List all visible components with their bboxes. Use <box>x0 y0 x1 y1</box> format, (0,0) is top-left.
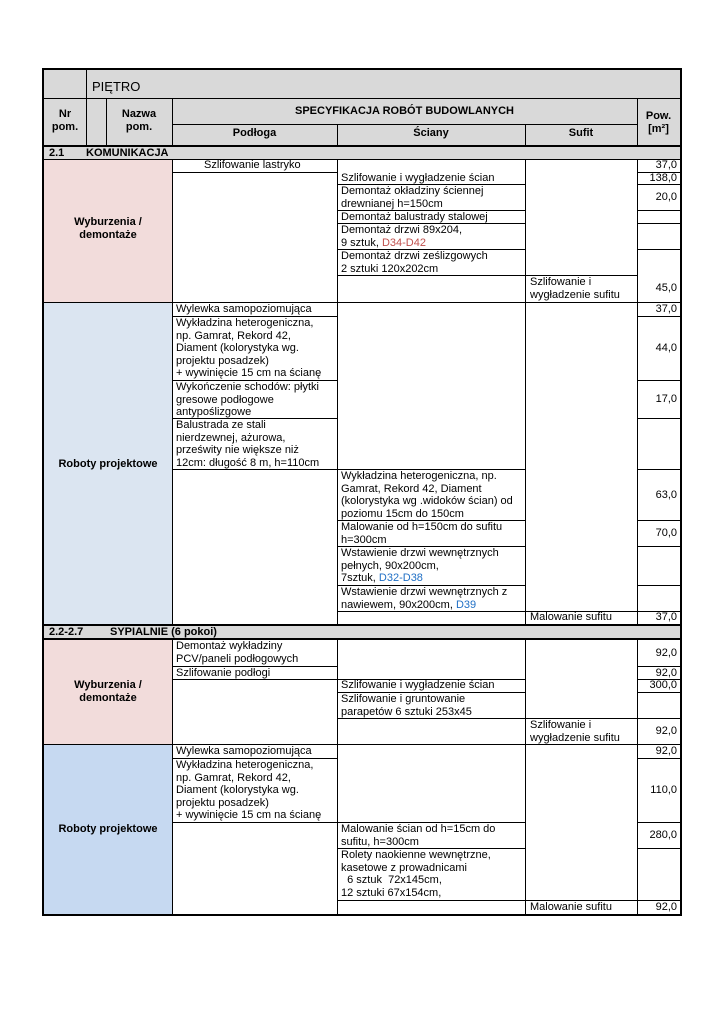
s2-demo-area-4: 92,0 <box>655 725 677 737</box>
s1-demo-ceiling: Szlifowanie i wygładzenie sufitu <box>530 276 620 301</box>
section2-title: SYPIALNIE (6 pokoi) <box>110 626 217 638</box>
floor-title: PIĘTRO <box>92 79 141 94</box>
s2-demo-area-0: 92,0 <box>655 647 677 659</box>
s1-proj-wall-0: Wykładzina heterogeniczna, np. Gamrat, Rekord 42, Diament (kolorystyka wg .widoków ścian) od poziomu 15cm do 150cm <box>341 470 513 520</box>
s1-proj-area-4: 63,0 <box>655 489 677 501</box>
s1-demo-area-2: 20,0 <box>655 191 677 203</box>
header-nr: Nr pom. <box>51 108 79 133</box>
door-code-d39: D39 <box>455 598 477 611</box>
s2-proj-area-0: 92,0 <box>655 745 677 757</box>
s1-proj-area-8: 37,0 <box>655 611 677 623</box>
s2-demo-wall-0: Szlifowanie i wygładzenie ścian <box>341 679 495 691</box>
section1-nr: 2.1 <box>49 147 65 159</box>
s2-proj-area-4: 92,0 <box>655 901 677 913</box>
header-spec: SPECYFIKACJA ROBÓT BUDOWLANYCH <box>295 105 514 117</box>
s2-demo-wall-1: Szlifowanie i gruntowanie parapetów 6 sztuki 253x45 <box>341 693 472 718</box>
s2-proj-floor-1: Wykładzina heterogeniczna, np. Gamrat, Rekord 42, Diament (kolorystyka wg. projektu posadzek) + wywinięcie 15 cm na ścianę <box>176 759 322 821</box>
s1-demo-wall-4: Demontaż drzwi ześlizgowych 2 sztuki 120x202cm <box>341 250 488 275</box>
door-code-d32-d38: D32-D38 <box>378 572 423 584</box>
s1-proj-area-2: 17,0 <box>655 393 677 405</box>
s2-proj-area-2: 280,0 <box>649 829 677 841</box>
s2-proj-wall-0: Malowanie ścian od h=15cm do sufitu, h=300cm <box>341 823 496 848</box>
s2-demo-floor-1: Szlifowanie podłogi <box>176 667 271 679</box>
s1-demo-area-1: 138,0 <box>649 172 677 184</box>
header-name: Nazwa pom. <box>121 108 157 133</box>
s2-proj-wall-1: Rolety naokienne wewnętrzne, kasetowe z prowadnicami 6 sztuk 72x145cm, 12 sztuki 67x154cm, <box>341 849 491 899</box>
header-walls-col: Ściany <box>413 127 449 139</box>
s1-proj-floor-0: Wylewka samopoziomująca <box>176 303 312 315</box>
door-code-d34-d42: D34-D42 <box>381 236 426 249</box>
s2-demo-area-1: 92,0 <box>655 667 677 679</box>
s1-demo-area-6: 45,0 <box>655 282 677 294</box>
header-area: Pow. [m²] <box>645 110 672 135</box>
s1-proj-area-0: 37,0 <box>655 303 677 315</box>
group-demolition-2-label: Wyburzenia / demontaże <box>74 679 142 704</box>
s2-demo-ceiling: Szlifowanie i wygładzenie sufitu <box>530 719 620 744</box>
s1-proj-wall-3: Wstawienie drzwi wewnętrznych z nawiewem, 90x200cm, D39 <box>341 586 508 611</box>
specification-sheet <box>42 68 682 916</box>
s1-proj-area-5: 70,0 <box>655 527 677 539</box>
s1-proj-wall-2: Wstawienie drzwi wewnętrznych pełnych, 90x200cm, 7sztuk, D32-D38 <box>341 547 499 584</box>
s1-proj-wall-1: Malowanie od h=150cm do sufitu h=300cm <box>341 521 503 546</box>
section2-nr: 2.2-2.7 <box>49 626 84 638</box>
section1-title: KOMUNIKACJA <box>86 147 169 159</box>
s2-demo-floor-0: Demontaż wykładziny PCV/paneli podłogowych <box>176 640 299 665</box>
s2-proj-ceiling: Malowanie sufitu <box>530 901 612 913</box>
group-design-2-label: Roboty projektowe <box>58 823 158 835</box>
s1-demo-wall-0: Szlifowanie i wygładzenie ścian <box>341 172 495 184</box>
group-design-1-label: Roboty projektowe <box>58 458 158 470</box>
s1-proj-floor-2: Wykończenie schodów: płytki gresowe podłogowe antypoślizgowe <box>176 381 319 418</box>
group-demolition-1-label: Wyburzenia / demontaże <box>74 216 142 241</box>
s1-proj-floor-3: Balustrada ze stali nierdzewnej, ażurowa, prześwity nie większe niż 12cm: długość 8 m, h=110cm <box>176 419 320 469</box>
s1-proj-floor-1: Wykładzina heterogeniczna, np. Gamrat, Rekord 42, Diament (kolorystyka wg. projektu posadzek) + wywinięcie 15 cm na ścianę <box>176 317 322 379</box>
s2-proj-area-1: 110,0 <box>650 784 677 796</box>
header-ceiling-col: Sufit <box>568 127 594 139</box>
s1-proj-ceiling: Malowanie sufitu <box>530 611 612 623</box>
s1-demo-wall-2: Demontaż balustrady stalowej <box>341 211 488 223</box>
s1-demo-wall-1: Demontaż okładziny ściennej drewnianej h=150cm <box>341 185 484 210</box>
s1-proj-area-1: 44,0 <box>655 342 677 354</box>
s1-demo-wall-3: Demontaż drzwi 89x204, 9 sztuk, D34-D42 <box>341 224 463 249</box>
s2-proj-floor-0: Wylewka samopoziomująca <box>176 745 312 757</box>
s1-demo-floor-0: Szlifowanie lastryko <box>204 159 301 171</box>
header-floor-col: Podłoga <box>232 127 277 139</box>
s1-demo-area-0: 37,0 <box>655 159 677 171</box>
s2-demo-area-2: 300,0 <box>649 679 677 691</box>
